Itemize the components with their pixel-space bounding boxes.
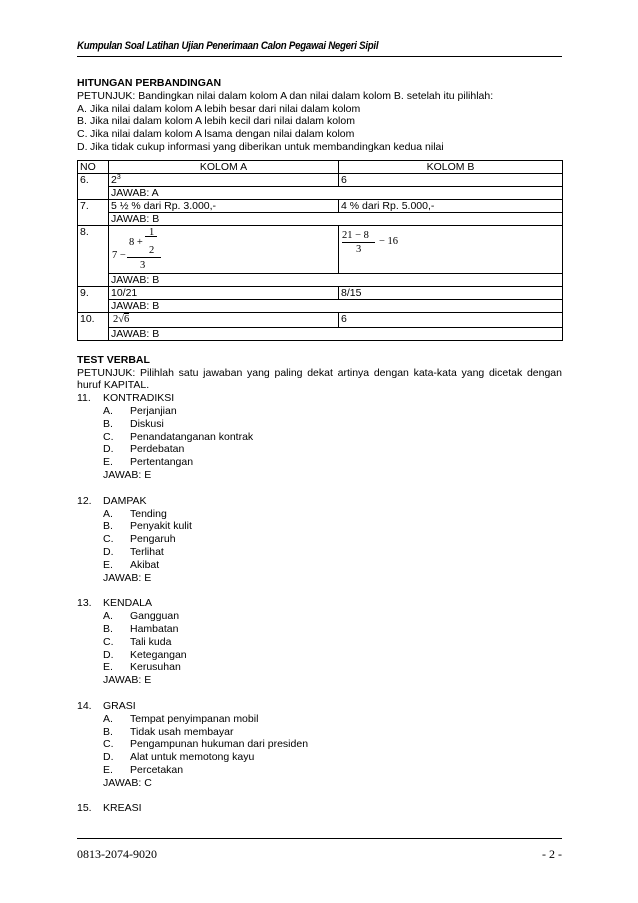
option-key: B. xyxy=(103,520,113,533)
option-text: Terlihat xyxy=(130,545,164,558)
row-kolom-a: 10/21 xyxy=(109,286,339,299)
row-kolom-a-math xyxy=(109,225,339,273)
row-kolom-b-math xyxy=(339,225,563,273)
section1-option: D. Jika tidak cukup informasi yang diberikan untuk membandingkan kedua nilai xyxy=(77,140,444,153)
row-kolom-b: 8/15 xyxy=(339,286,563,299)
question-item xyxy=(77,392,562,482)
section1-option: B. Jika nilai dalam kolom A lebih kecil dari nilai dalam kolom xyxy=(77,115,355,128)
option-text: Pengaruh xyxy=(130,533,176,546)
row-kolom-b: 4 % dari Rp. 5.000,- xyxy=(339,199,563,212)
question-item xyxy=(77,597,562,687)
option-text: Perdebatan xyxy=(130,443,185,456)
question-word: DAMPAK xyxy=(103,494,147,507)
option-text: Akibat xyxy=(130,558,160,571)
row-kolom-a: 5 ½ % dari Rp. 3.000,- xyxy=(109,199,339,212)
radical-sign: √ xyxy=(118,313,125,325)
answer-option xyxy=(77,533,562,546)
answer-option xyxy=(77,520,562,533)
answer-option xyxy=(77,649,562,662)
question-item xyxy=(77,802,562,815)
row-kolom-b: 6 xyxy=(339,312,563,327)
option-key: A. xyxy=(103,712,113,725)
option-key: D. xyxy=(103,443,114,456)
table-header-row xyxy=(78,160,563,173)
question-number: 13. xyxy=(77,597,92,610)
row-kolom-b: 6 xyxy=(339,173,563,186)
row-kolom-a-math xyxy=(109,312,339,327)
fraction: 21 − 8 3 − 16 xyxy=(342,229,399,255)
table-row xyxy=(78,312,563,327)
question-header xyxy=(77,802,562,815)
row-answer: JAWAB: A xyxy=(109,186,563,199)
row-answer: JAWAB: B xyxy=(109,327,563,340)
option-text: Gangguan xyxy=(130,610,180,623)
answer-option xyxy=(77,738,562,751)
option-text: Kerusuhan xyxy=(130,661,181,674)
option-text: Pertentangan xyxy=(130,456,194,469)
answer-option xyxy=(77,751,562,764)
square-root: 2√6 xyxy=(113,313,130,325)
question-answer: JAWAB: E xyxy=(103,674,152,687)
answer-option xyxy=(77,559,562,572)
question-header xyxy=(77,597,562,610)
question-answer: JAWAB: E xyxy=(103,468,152,481)
row-no: 8. xyxy=(78,225,109,286)
fraction-bar xyxy=(342,242,375,243)
option-key: A. xyxy=(103,610,113,623)
option-key: B. xyxy=(103,622,113,635)
header-kolom-a: KOLOM A xyxy=(109,160,339,173)
option-key: D. xyxy=(103,545,114,558)
option-key: E. xyxy=(103,661,113,674)
option-key: C. xyxy=(103,430,114,443)
answer-option xyxy=(77,661,562,674)
table-row xyxy=(78,286,563,299)
question-number: 14. xyxy=(77,699,92,712)
row-answer: JAWAB: B xyxy=(109,273,563,286)
question-item xyxy=(77,495,562,585)
option-key: E. xyxy=(103,456,113,469)
answer-option xyxy=(77,431,562,444)
option-text: Pengampunan hukuman dari presiden xyxy=(130,738,309,751)
row-no: 6. xyxy=(78,173,109,199)
option-key: C. xyxy=(103,533,114,546)
option-text: Hambatan xyxy=(130,622,179,635)
option-key: A. xyxy=(103,507,113,520)
option-key: E. xyxy=(103,558,113,571)
option-text: Tempat penyimpanan mobil xyxy=(130,712,259,725)
answer-option xyxy=(77,713,562,726)
option-key: B. xyxy=(103,725,113,738)
section1-option: A. Jika nilai dalam kolom A lebih besar dari nilai dalam kolom xyxy=(77,102,361,115)
table-answer-row xyxy=(78,212,563,225)
option-key: C. xyxy=(103,738,114,751)
row-no: 9. xyxy=(78,286,109,312)
answer-option xyxy=(77,546,562,559)
question-word: KREASI xyxy=(103,802,142,815)
option-text: Tali kuda xyxy=(130,635,172,648)
header-title: Kumpulan Soal Latihan Ujian Penerimaan Calon Pegawai Negeri Sipil xyxy=(77,40,379,52)
option-text: Tidak usah membayar xyxy=(130,725,234,738)
table-row xyxy=(78,173,563,186)
answer-option xyxy=(77,418,562,431)
option-key: B. xyxy=(103,417,113,430)
answer-option xyxy=(77,636,562,649)
answer-option xyxy=(77,623,562,636)
option-text: Penyakit kulit xyxy=(130,520,192,533)
fraction-bar xyxy=(145,236,157,237)
section1-instruction: PETUNJUK: Bandingkan nilai dalam kolom A dan nilai dalam kolom B. setelah itu pilihlah: xyxy=(77,89,494,102)
answer-option xyxy=(77,764,562,777)
option-key: A. xyxy=(103,404,113,417)
table-row xyxy=(78,225,563,273)
section2-instruction: PETUNJUK: Pilihlah satu jawaban yang paling dekat artinya dengan kata-kata yang dicetak dengan huruf KAPITAL. xyxy=(77,366,562,392)
question-number: 15. xyxy=(77,802,92,815)
question-number: 12. xyxy=(77,494,92,507)
complex-fraction: 1 8 + 2 7 − 3 xyxy=(109,226,189,274)
question-header xyxy=(77,700,562,713)
question-header xyxy=(77,495,562,508)
option-text: Percetakan xyxy=(130,763,184,776)
option-text: Alat untuk memotong kayu xyxy=(130,751,255,764)
answer-option xyxy=(77,456,562,469)
answer-option xyxy=(77,726,562,739)
option-key: D. xyxy=(103,751,114,764)
question-number: 11. xyxy=(77,392,91,405)
option-key: C. xyxy=(103,635,114,648)
content xyxy=(77,77,562,815)
footer-phone: 0813-2074-9020 xyxy=(77,847,157,861)
option-text: Diskusi xyxy=(130,417,164,430)
option-text: Perjanjian xyxy=(130,404,177,417)
table-answer-row xyxy=(78,186,563,199)
answer-option xyxy=(77,443,562,456)
header-rule xyxy=(77,56,562,57)
table-answer-row xyxy=(78,299,563,312)
row-answer: JAWAB: B xyxy=(109,299,563,312)
footer-rule xyxy=(77,838,562,839)
header-no: NO xyxy=(78,160,109,173)
option-text: Ketegangan xyxy=(130,648,187,661)
section1-option: C. Jika nilai dalam kolom A lsama dengan nilai dalam kolom xyxy=(77,128,355,141)
footer-page-number: - 2 - xyxy=(542,847,562,861)
row-no: 10. xyxy=(78,312,109,340)
table-answer-row xyxy=(78,327,563,340)
question-word: KENDALA xyxy=(103,597,153,610)
question-answer: JAWAB: E xyxy=(103,571,152,584)
question-list xyxy=(77,392,562,815)
question-word: GRASI xyxy=(103,699,136,712)
question-item xyxy=(77,700,562,790)
section1-title: HITUNGAN PERBANDINGAN xyxy=(77,77,222,89)
option-key: E. xyxy=(103,763,113,776)
option-text: Tending xyxy=(130,507,167,520)
row-kolom-a: $2^3$ xyxy=(109,173,339,186)
answer-option xyxy=(77,508,562,521)
header-kolom-b: KOLOM B xyxy=(339,160,563,173)
option-key: D. xyxy=(103,648,114,661)
question-header xyxy=(77,392,562,405)
question-answer: JAWAB: C xyxy=(103,776,152,789)
answer-option xyxy=(77,405,562,418)
comparison-table xyxy=(77,160,563,341)
row-no: 7. xyxy=(78,199,109,225)
table-row xyxy=(78,199,563,212)
section2-title: TEST VERBAL xyxy=(77,353,150,366)
answer-option xyxy=(77,610,562,623)
table-answer-row xyxy=(78,273,563,286)
question-word: KONTRADIKSI xyxy=(103,392,175,405)
row-answer: JAWAB: B xyxy=(109,212,563,225)
fraction-bar xyxy=(127,257,161,258)
option-text: Penandatanganan kontrak xyxy=(130,430,254,443)
